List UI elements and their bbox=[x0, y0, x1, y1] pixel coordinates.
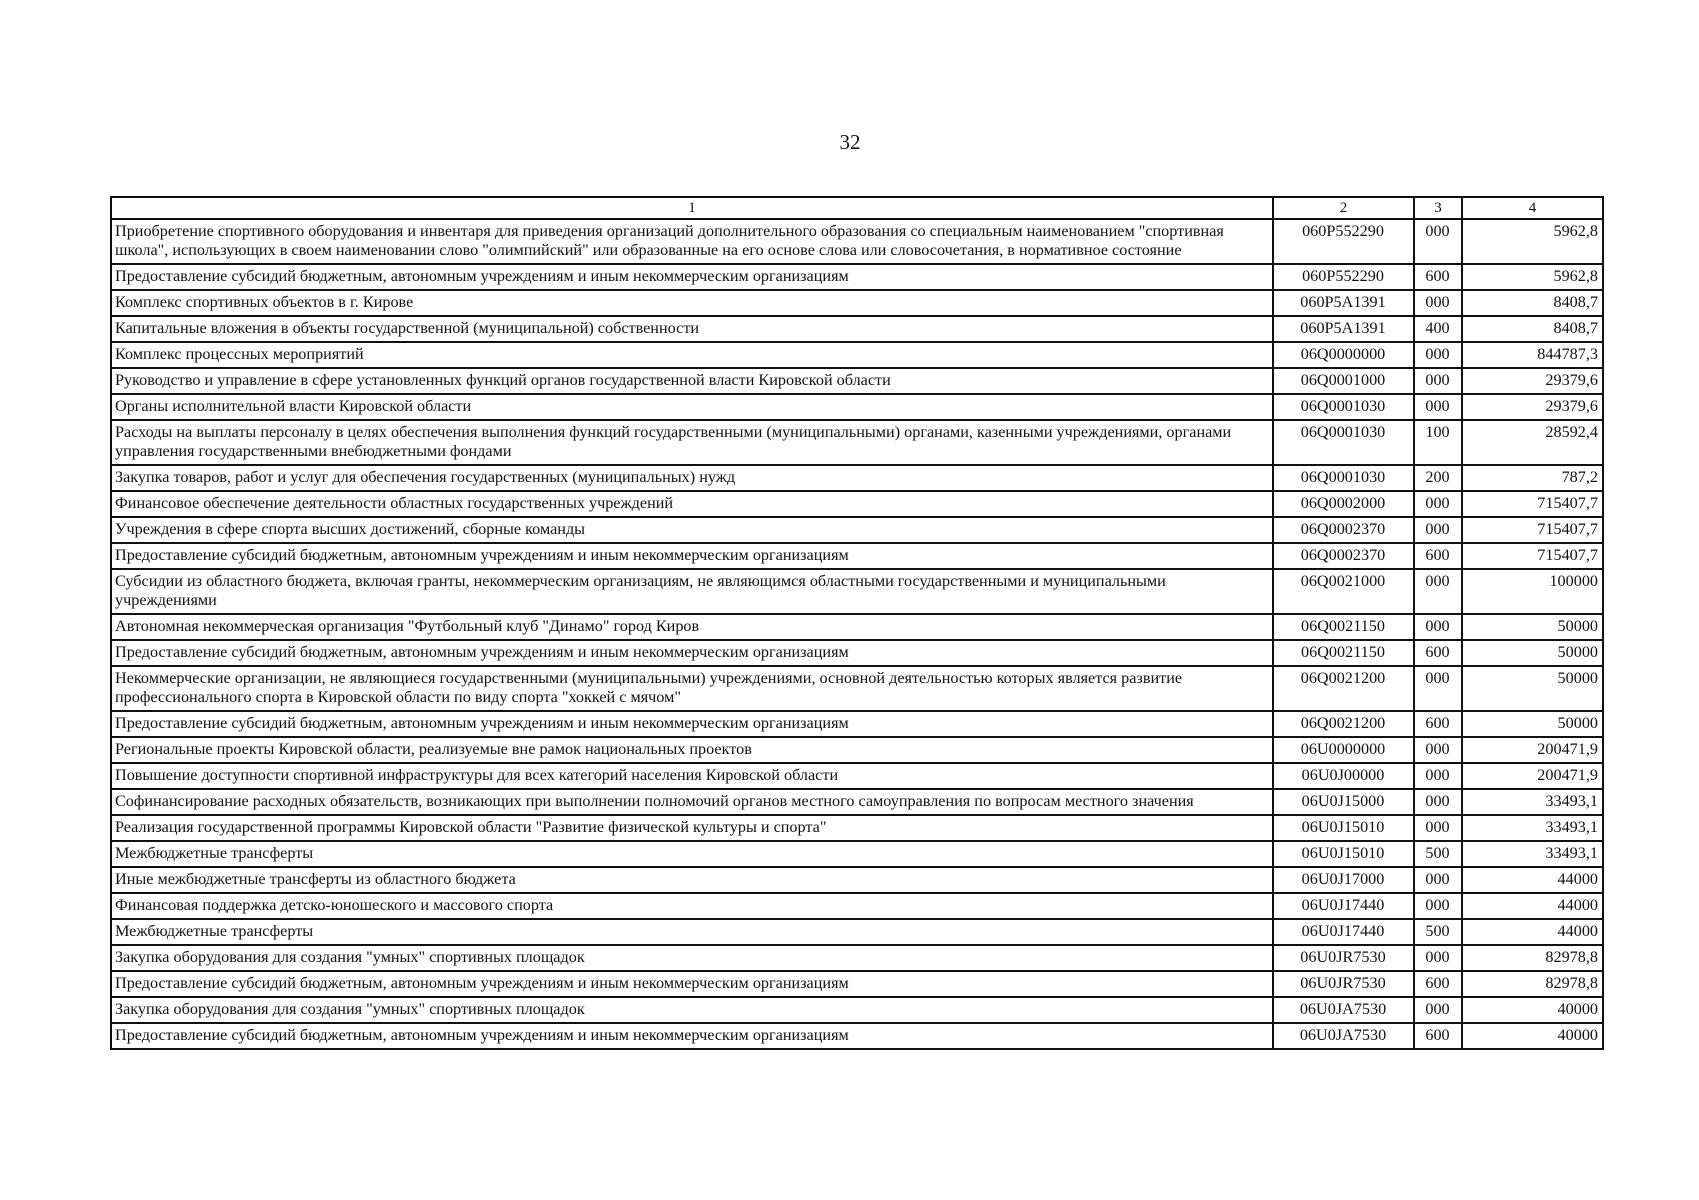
row-name-cell: Приобретение спортивного оборудования и инвентаря для приведения организаций дополнительного образования со специальным наименованием "спортивная школа", использующих в своем наименовании слово "олимпийский" или образованные на его основе слова или словосочетания, в нормативное состояние bbox=[111, 219, 1273, 264]
row-code-cell: 06U0JA7530 bbox=[1273, 997, 1414, 1023]
table-row bbox=[111, 666, 1603, 711]
table-row bbox=[111, 290, 1603, 316]
row-code-cell: 060P5A1391 bbox=[1273, 316, 1414, 342]
row-name-cell: Расходы на выплаты персоналу в целях обеспечения выполнения функций государственными (муниципальными) органами, казенными учреждениями, органами управления государственными внебюджетными фондами bbox=[111, 420, 1273, 465]
row-vr-cell: 600 bbox=[1414, 711, 1462, 737]
table-row bbox=[111, 517, 1603, 543]
row-name-cell: Комплекс процессных мероприятий bbox=[111, 342, 1273, 368]
row-sum-cell: 8408,7 bbox=[1462, 290, 1603, 316]
row-sum-cell: 200471,9 bbox=[1462, 737, 1603, 763]
header-col-4: 4 bbox=[1462, 197, 1603, 219]
row-code-cell: 06Q0021150 bbox=[1273, 614, 1414, 640]
row-vr-cell: 400 bbox=[1414, 316, 1462, 342]
row-vr-cell: 000 bbox=[1414, 290, 1462, 316]
row-name-cell: Предоставление субсидий бюджетным, автономным учреждениям и иным некоммерческим организациям bbox=[111, 640, 1273, 666]
row-name-cell: Предоставление субсидий бюджетным, автономным учреждениям и иным некоммерческим организациям bbox=[111, 711, 1273, 737]
row-name-cell: Финансовое обеспечение деятельности областных государственных учреждений bbox=[111, 491, 1273, 517]
row-code-cell: 06U0JA7530 bbox=[1273, 1023, 1414, 1049]
row-sum-cell: 33493,1 bbox=[1462, 841, 1603, 867]
row-vr-cell: 600 bbox=[1414, 1023, 1462, 1049]
row-code-cell: 06Q0001030 bbox=[1273, 465, 1414, 491]
table-row bbox=[111, 394, 1603, 420]
row-name-cell: Закупка оборудования для создания "умных" спортивных площадок bbox=[111, 997, 1273, 1023]
row-sum-cell: 50000 bbox=[1462, 666, 1603, 711]
table-row bbox=[111, 711, 1603, 737]
table-row bbox=[111, 867, 1603, 893]
row-name-cell: Предоставление субсидий бюджетным, автономным учреждениям и иным некоммерческим организациям bbox=[111, 543, 1273, 569]
row-sum-cell: 29379,6 bbox=[1462, 368, 1603, 394]
row-vr-cell: 000 bbox=[1414, 867, 1462, 893]
table-row bbox=[111, 543, 1603, 569]
row-vr-cell: 000 bbox=[1414, 893, 1462, 919]
row-sum-cell: 844787,3 bbox=[1462, 342, 1603, 368]
row-vr-cell: 600 bbox=[1414, 971, 1462, 997]
row-vr-cell: 000 bbox=[1414, 517, 1462, 543]
row-name-cell: Предоставление субсидий бюджетным, автономным учреждениям и иным некоммерческим организациям bbox=[111, 264, 1273, 290]
row-sum-cell: 715407,7 bbox=[1462, 543, 1603, 569]
row-sum-cell: 200471,9 bbox=[1462, 763, 1603, 789]
row-name-cell: Предоставление субсидий бюджетным, автономным учреждениям и иным некоммерческим организациям bbox=[111, 971, 1273, 997]
table-row bbox=[111, 219, 1603, 264]
table-row bbox=[111, 264, 1603, 290]
table-row bbox=[111, 815, 1603, 841]
header-col-2: 2 bbox=[1273, 197, 1414, 219]
row-vr-cell: 000 bbox=[1414, 763, 1462, 789]
row-code-cell: 06U0000000 bbox=[1273, 737, 1414, 763]
row-name-cell: Органы исполнительной власти Кировской области bbox=[111, 394, 1273, 420]
row-code-cell: 06Q0002000 bbox=[1273, 491, 1414, 517]
row-name-cell: Субсидии из областного бюджета, включая гранты, некоммерческим организациям, не являющимся областными государственными и муниципальными учреждениями bbox=[111, 569, 1273, 614]
row-sum-cell: 29379,6 bbox=[1462, 394, 1603, 420]
row-sum-cell: 44000 bbox=[1462, 867, 1603, 893]
table-row bbox=[111, 465, 1603, 491]
table-row bbox=[111, 789, 1603, 815]
row-name-cell: Финансовая поддержка детско-юношеского и массового спорта bbox=[111, 893, 1273, 919]
row-sum-cell: 82978,8 bbox=[1462, 971, 1603, 997]
row-vr-cell: 000 bbox=[1414, 789, 1462, 815]
row-sum-cell: 44000 bbox=[1462, 893, 1603, 919]
row-code-cell: 06U0J15010 bbox=[1273, 815, 1414, 841]
row-sum-cell: 50000 bbox=[1462, 614, 1603, 640]
row-name-cell: Предоставление субсидий бюджетным, автономным учреждениям и иным некоммерческим организациям bbox=[111, 1023, 1273, 1049]
row-vr-cell: 200 bbox=[1414, 465, 1462, 491]
row-code-cell: 06U0J15010 bbox=[1273, 841, 1414, 867]
row-name-cell: Региональные проекты Кировской области, реализуемые вне рамок национальных проектов bbox=[111, 737, 1273, 763]
row-code-cell: 06U0J17000 bbox=[1273, 867, 1414, 893]
row-vr-cell: 000 bbox=[1414, 614, 1462, 640]
row-name-cell: Иные межбюджетные трансферты из областного бюджета bbox=[111, 867, 1273, 893]
row-name-cell: Реализация государственной программы Кировской области "Развитие физической культуры и спорта" bbox=[111, 815, 1273, 841]
row-sum-cell: 5962,8 bbox=[1462, 219, 1603, 264]
row-sum-cell: 44000 bbox=[1462, 919, 1603, 945]
budget-table bbox=[110, 196, 1604, 1050]
row-sum-cell: 40000 bbox=[1462, 1023, 1603, 1049]
row-name-cell: Межбюджетные трансферты bbox=[111, 841, 1273, 867]
row-code-cell: 06Q0000000 bbox=[1273, 342, 1414, 368]
row-code-cell: 060P552290 bbox=[1273, 219, 1414, 264]
row-code-cell: 06U0J17440 bbox=[1273, 919, 1414, 945]
header-col-3: 3 bbox=[1414, 197, 1462, 219]
row-code-cell: 06U0J00000 bbox=[1273, 763, 1414, 789]
row-vr-cell: 000 bbox=[1414, 997, 1462, 1023]
row-name-cell: Закупка оборудования для создания "умных" спортивных площадок bbox=[111, 945, 1273, 971]
table-row bbox=[111, 569, 1603, 614]
row-name-cell: Руководство и управление в сфере установленных функций органов государственной власти Кировской области bbox=[111, 368, 1273, 394]
row-sum-cell: 33493,1 bbox=[1462, 815, 1603, 841]
row-vr-cell: 000 bbox=[1414, 737, 1462, 763]
row-name-cell: Повышение доступности спортивной инфраструктуры для всех категорий населения Кировской области bbox=[111, 763, 1273, 789]
row-sum-cell: 787,2 bbox=[1462, 465, 1603, 491]
row-code-cell: 060P5A1391 bbox=[1273, 290, 1414, 316]
row-code-cell: 06Q0002370 bbox=[1273, 517, 1414, 543]
table-row bbox=[111, 491, 1603, 517]
row-code-cell: 060P552290 bbox=[1273, 264, 1414, 290]
row-sum-cell: 50000 bbox=[1462, 711, 1603, 737]
row-sum-cell: 715407,7 bbox=[1462, 491, 1603, 517]
row-code-cell: 06Q0021000 bbox=[1273, 569, 1414, 614]
row-name-cell: Закупка товаров, работ и услуг для обеспечения государственных (муниципальных) нужд bbox=[111, 465, 1273, 491]
table-row bbox=[111, 420, 1603, 465]
row-sum-cell: 8408,7 bbox=[1462, 316, 1603, 342]
row-vr-cell: 000 bbox=[1414, 368, 1462, 394]
row-sum-cell: 82978,8 bbox=[1462, 945, 1603, 971]
row-sum-cell: 5962,8 bbox=[1462, 264, 1603, 290]
table-row bbox=[111, 1023, 1603, 1049]
row-vr-cell: 000 bbox=[1414, 342, 1462, 368]
row-name-cell: Автономная некоммерческая организация "Футбольный клуб "Динамо" город Киров bbox=[111, 614, 1273, 640]
row-vr-cell: 600 bbox=[1414, 264, 1462, 290]
row-code-cell: 06Q0001030 bbox=[1273, 394, 1414, 420]
row-vr-cell: 000 bbox=[1414, 815, 1462, 841]
row-sum-cell: 715407,7 bbox=[1462, 517, 1603, 543]
row-vr-cell: 100 bbox=[1414, 420, 1462, 465]
row-code-cell: 06U0J15000 bbox=[1273, 789, 1414, 815]
row-sum-cell: 100000 bbox=[1462, 569, 1603, 614]
table-row bbox=[111, 614, 1603, 640]
row-code-cell: 06Q0001000 bbox=[1273, 368, 1414, 394]
table-row bbox=[111, 342, 1603, 368]
table-row bbox=[111, 919, 1603, 945]
table-row bbox=[111, 997, 1603, 1023]
row-vr-cell: 500 bbox=[1414, 919, 1462, 945]
row-name-cell: Комплекс спортивных объектов в г. Кирове bbox=[111, 290, 1273, 316]
row-name-cell: Учреждения в сфере спорта высших достижений, сборные команды bbox=[111, 517, 1273, 543]
row-vr-cell: 000 bbox=[1414, 394, 1462, 420]
row-vr-cell: 000 bbox=[1414, 569, 1462, 614]
row-sum-cell: 33493,1 bbox=[1462, 789, 1603, 815]
row-vr-cell: 600 bbox=[1414, 543, 1462, 569]
row-name-cell: Межбюджетные трансферты bbox=[111, 919, 1273, 945]
row-code-cell: 06Q0021150 bbox=[1273, 640, 1414, 666]
row-code-cell: 06U0JR7530 bbox=[1273, 971, 1414, 997]
table-row bbox=[111, 763, 1603, 789]
header-row bbox=[111, 197, 1603, 219]
row-name-cell: Некоммерческие организации, не являющиеся государственными (муниципальными) учреждениями, основной деятельностью которых является развитие профессионального спорта в Кировской области по виду спорта "хоккей с мячом" bbox=[111, 666, 1273, 711]
row-vr-cell: 000 bbox=[1414, 219, 1462, 264]
table-row bbox=[111, 945, 1603, 971]
row-code-cell: 06U0J17440 bbox=[1273, 893, 1414, 919]
header-col-1: 1 bbox=[111, 197, 1273, 219]
table-row bbox=[111, 368, 1603, 394]
table-row bbox=[111, 737, 1603, 763]
table-row bbox=[111, 893, 1603, 919]
page-number: 32 bbox=[839, 130, 861, 154]
row-code-cell: 06Q0021200 bbox=[1273, 711, 1414, 737]
row-code-cell: 06U0JR7530 bbox=[1273, 945, 1414, 971]
row-name-cell: Капитальные вложения в объекты государственной (муниципальной) собственности bbox=[111, 316, 1273, 342]
row-sum-cell: 40000 bbox=[1462, 997, 1603, 1023]
row-code-cell: 06Q0001030 bbox=[1273, 420, 1414, 465]
row-sum-cell: 50000 bbox=[1462, 640, 1603, 666]
row-sum-cell: 28592,4 bbox=[1462, 420, 1603, 465]
row-vr-cell: 600 bbox=[1414, 640, 1462, 666]
table-row bbox=[111, 640, 1603, 666]
row-code-cell: 06Q0002370 bbox=[1273, 543, 1414, 569]
row-name-cell: Софинансирование расходных обязательств, возникающих при выполнении полномочий органов местного самоуправления по вопросам местного значения bbox=[111, 789, 1273, 815]
row-code-cell: 06Q0021200 bbox=[1273, 666, 1414, 711]
row-vr-cell: 500 bbox=[1414, 841, 1462, 867]
row-vr-cell: 000 bbox=[1414, 945, 1462, 971]
row-vr-cell: 000 bbox=[1414, 666, 1462, 711]
table-row bbox=[111, 841, 1603, 867]
row-vr-cell: 000 bbox=[1414, 491, 1462, 517]
table-row bbox=[111, 971, 1603, 997]
table-row bbox=[111, 316, 1603, 342]
